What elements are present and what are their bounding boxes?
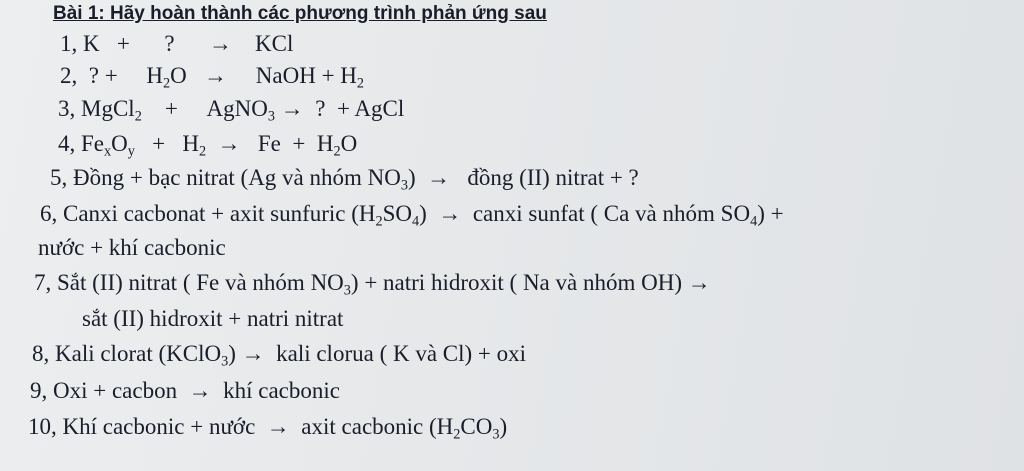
equation-text: + H <box>134 131 199 156</box>
page-title: Bài 1: Hãy hoàn thành các phương trình phản ứng sau <box>53 3 547 24</box>
equation-text: CO <box>460 414 493 439</box>
equation-text: ) → canxi sunfat ( Ca và nhóm SO <box>419 201 751 226</box>
subscript: 2 <box>453 426 461 443</box>
equation-line-9 <box>30 377 340 405</box>
equation-text: O <box>111 131 128 156</box>
equation-line-7-continued <box>82 305 343 333</box>
equation-text: ) + natri hidroxit ( Na và nhóm OH) → <box>350 270 711 295</box>
subscript: 2 <box>333 143 341 160</box>
equation-text: 10, Khí cacbonic + nước → axit cacbonic (H <box>28 414 454 439</box>
subscript: 3 <box>492 426 500 443</box>
subscript: 3 <box>221 353 229 370</box>
equation-text: nước + khí cacbonic <box>38 235 226 260</box>
equation-line-5 <box>50 164 639 192</box>
subscript: 2 <box>356 75 365 92</box>
subscript: 4 <box>750 213 758 230</box>
subscript: 2 <box>375 213 383 230</box>
equation-line-2 <box>60 62 364 90</box>
bleed-through-text <box>860 36 1011 62</box>
equation-line-1 <box>60 30 293 58</box>
equation-text: SO <box>382 201 413 226</box>
equation-text: ) → đồng (II) nitrat + ? <box>408 165 639 190</box>
equation-text: 8, Kali clorat (KClO <box>32 341 222 366</box>
subscript: y <box>127 143 135 160</box>
equation-text: + AgNO <box>141 96 268 121</box>
subscript: 2 <box>198 143 207 160</box>
subscript: 2 <box>163 75 171 92</box>
equation-text: 7, Sắt (II) nitrat ( Fe và nhóm NO <box>34 270 344 295</box>
subscript: 3 <box>343 282 351 299</box>
equation-text: 6, Canxi cacbonat + axit sunfuric (H <box>40 201 376 226</box>
equation-text: O <box>340 131 358 156</box>
equation-text: 9, Oxi + cacbon → khí cacbonic <box>30 378 340 403</box>
equation-line-4 <box>58 130 357 158</box>
equation-text: ) → kali clorua ( K và Cl) + oxi <box>228 341 527 366</box>
equation-line-8 <box>32 340 526 368</box>
equation-text: sắt (II) hidroxit + natri nitrat <box>82 306 344 331</box>
equation-text: O → NaOH + H <box>170 63 357 88</box>
equation-text: → Fe + H <box>206 131 334 156</box>
equation-text: ) + <box>757 201 784 226</box>
subscript: 3 <box>267 108 275 125</box>
equation-text: 1, K + ? → KCl <box>60 31 294 56</box>
subscript: 2 <box>134 108 142 125</box>
equation-text: ) <box>499 414 508 439</box>
equation-text: 3, MgCl <box>58 96 135 121</box>
subscript: 3 <box>400 177 408 194</box>
equation-line-6 <box>40 200 784 228</box>
equation-text: 5, Đồng + bạc nitrat (Ag và nhóm NO <box>50 165 401 190</box>
equation-text: → ? + AgCl <box>275 96 405 121</box>
equation-line-3 <box>58 95 404 123</box>
equation-text: 4, Fe <box>58 131 104 156</box>
equation-line-6-continued <box>38 234 226 262</box>
subscript: x <box>104 143 112 160</box>
equation-line-10 <box>28 413 507 441</box>
equation-line-7 <box>34 269 711 297</box>
equation-text: 2, ? + H <box>60 63 164 88</box>
subscript: 4 <box>412 213 420 230</box>
